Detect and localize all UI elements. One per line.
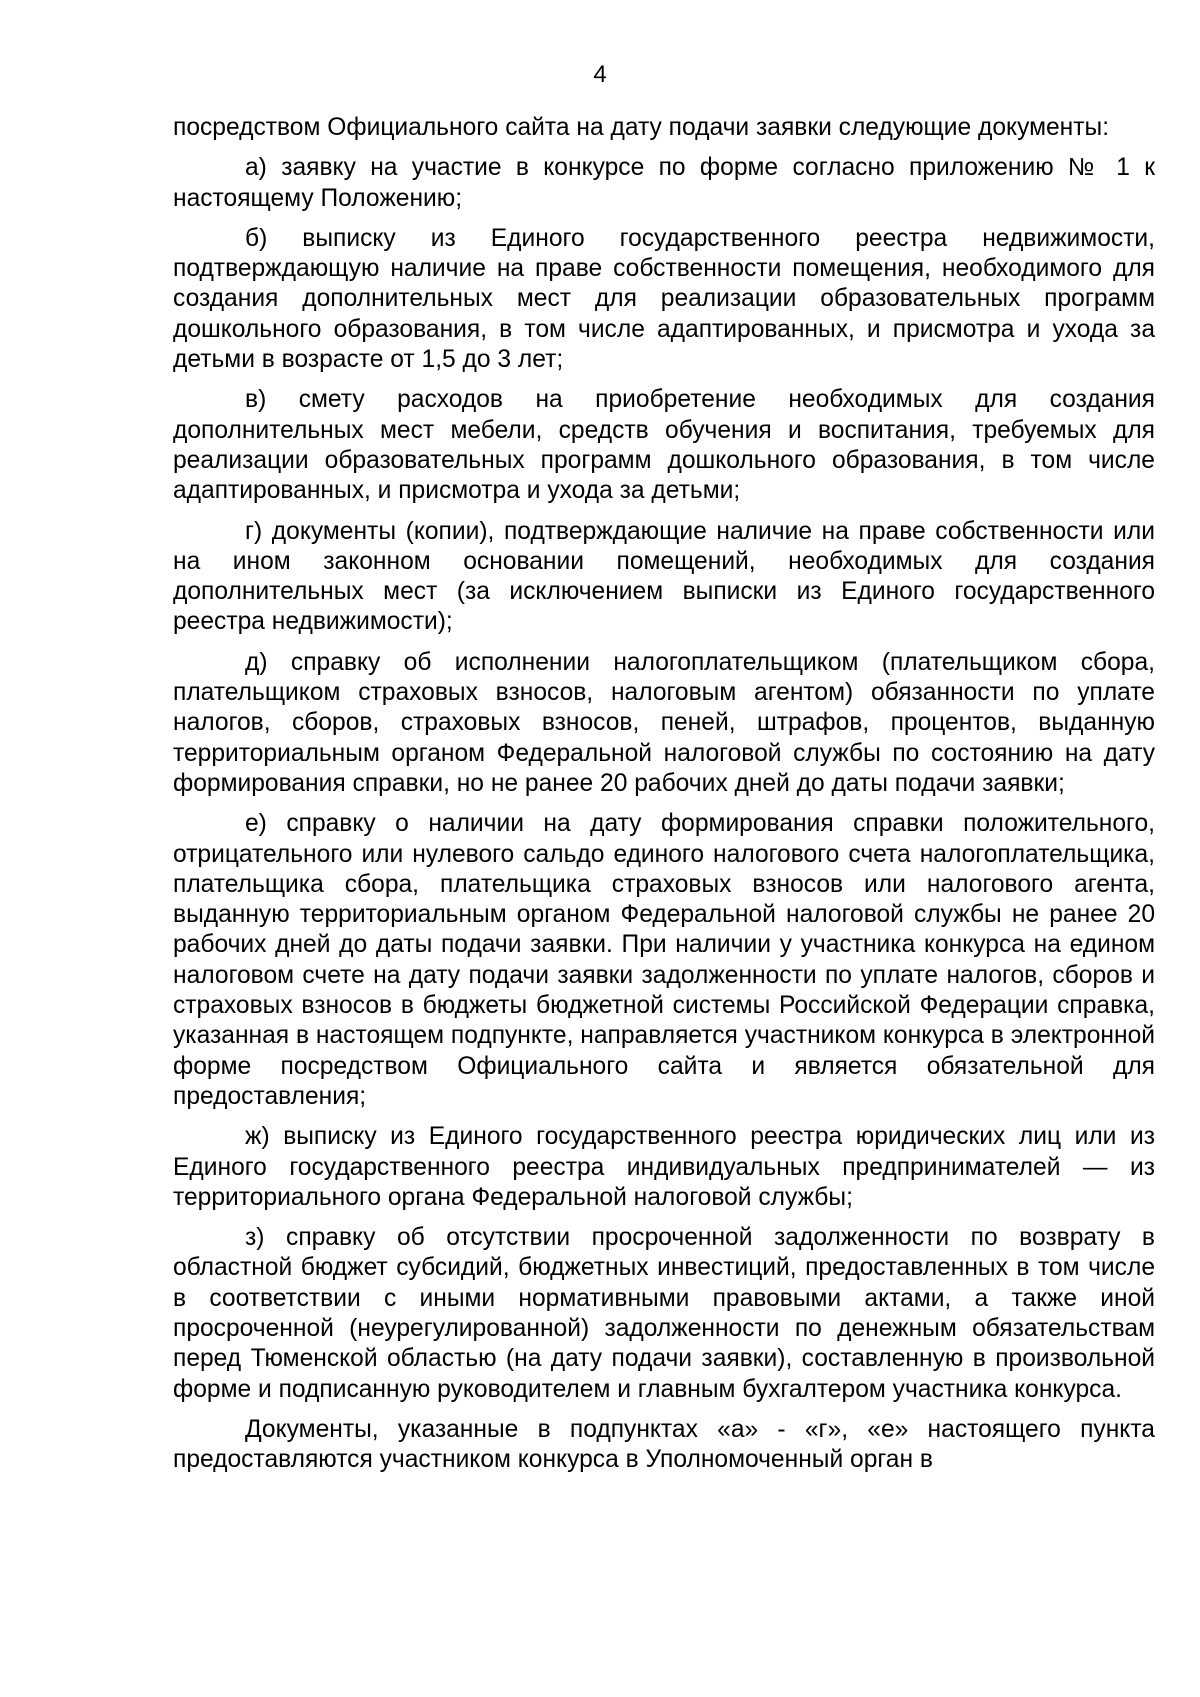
paragraph-item-a: а) заявку на участие в конкурсе по форме согласно приложению № 1 к настоящему Положению;	[173, 154, 1155, 212]
paragraph-item-b: б) выписку из Единого государственного реестра недвижимости, подтверждающую наличие на праве собственности помещения, необходимого для создания дополнительных мест для реализации образовательных программ дошкольного образования, в том числе адаптированных, и присмотра и ухода за детьми в возрасте от 1,5 до 3 лет;	[173, 224, 1155, 374]
paragraph-item-v: в) смету расходов на приобретение необходимых для создания дополнительных мест мебели, средств обучения и воспитания, требуемых для реализации образовательных программ дошкольного образования, в том числе адаптированных, и присмотра и ухода за детьми;	[173, 386, 1155, 505]
paragraph-closing: Документы, указанные в подпунктах «а» - «г», «е» настоящего пункта предоставляются участником конкурса в Уполномоченный орган в	[173, 1415, 1155, 1474]
paragraph-item-d: д) справку об исполнении налогоплательщиком (плательщиком сбора, плательщиком страховых взносов, налоговым агентом) обязанности по уплате налогов, сборов, страховых взносов, пеней, штрафов, процентов, выданную территориальным органом Федеральной налоговой службы по состоянию на дату формирования справки, но не ранее 20 рабочих дней до даты подачи заявки;	[173, 648, 1155, 797]
document-body	[173, 113, 1155, 1485]
paragraph-item-g: г) документы (копии), подтверждающие наличие на праве собственности или на ином законном основании помещений, необходимых для создания дополнительных мест (за исключением выписки из Единого государственного реестра недвижимости);	[173, 517, 1155, 636]
page-number: 4	[593, 61, 607, 88]
paragraph-intro: посредством Официального сайта на дату подачи заявки следующие документы:	[173, 114, 1110, 141]
paragraph-item-e: е) справку о наличии на дату формирования справки положительного, отрицательного или нулевого сальдо единого налогового счета налогоплательщика, плательщика сбора, плательщика страховых взносов или налогового агента, выданную территориальным органом Федеральной налоговой службы не ранее 20 рабочих дней до даты подачи заявки. При наличии у участника конкурса на едином налоговом счете на дату подачи заявки задолженности по уплате налогов, сборов и страховых взносов в бюджеты бюджетной системы Российской Федерации справка, указанная в настоящем подпункте, направляется участником конкурса в электронной форме посредством Официального сайта и является обязательной для предоставления;	[173, 810, 1155, 1110]
paragraph-item-zh: ж) выписку из Единого государственного реестра юридических лиц или из Единого государственного реестра индивидуальных предпринимателей — из территориального органа Федеральной налоговой службы;	[173, 1123, 1155, 1211]
paragraph-item-z: з) справку об отсутствии просроченной задолженности по возврату в областной бюджет субсидий, бюджетных инвестиций, предоставленных в том числе в соответствии с иными нормативными правовыми актами, а также иной просроченной (неурегулированной) задолженности по денежным обязательствам перед Тюменской областью (на дату подачи заявки), составленную в произвольной форме и подписанную руководителем и главным бухгалтером участника конкурса.	[173, 1224, 1155, 1403]
